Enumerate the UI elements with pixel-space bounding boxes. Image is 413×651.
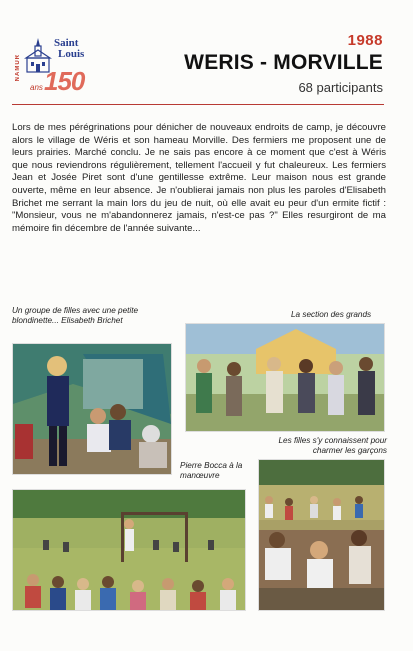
logo-namur-text: NAMUR	[15, 54, 21, 82]
photo-section-grands	[185, 323, 385, 432]
caption-filles-garcons: Les filles s'y connaissent pour charmer les garçons	[278, 436, 387, 455]
logo-ans-text: ans	[30, 83, 43, 92]
logo-louis-text: Louis	[58, 48, 85, 60]
caption-section-grands: La section des grands	[291, 310, 372, 319]
body-paragraph: Lors de mes pérégrinations pour dénicher de nouveaux endroits de camp, je découvre alors le village de Wéris et son hameau Morville. Des fermiers me proposent une de leurs prairies. Marché conclu. Je ne sais pas encore à ce moment que c'est à Wéris que nous reviendrons régulièrement, tellement l'accueil y fut chaleureux. Les fermiers Jean et Josée Piret sont d'une gentillesse extrême. Leur maison nous est grande ouverte, même en leur absence. Je n'oublierai jamais non plus les paroles d'Elisabeth Brichet me serrant la main lors du jeu de nuit, où elle avait eu peur d'un ermite fictif : "Monsieur, vous ne m'abandonnerez jamais, n'est-ce pas ?" Elles resurgiront de ma mémoire fin décembre de l'année suivante...	[12, 122, 386, 234]
caption-girls: Un groupe de filles avec une petite blondinette... Elisabeth Brichet	[12, 306, 139, 325]
saint-louis-150-logo	[14, 36, 94, 98]
page-title: WERIS - MORVILLE	[184, 51, 383, 74]
participants-count: 68 participants	[298, 80, 383, 95]
logo-150-text: 150	[44, 66, 85, 96]
photo-girls-group	[12, 343, 172, 475]
logo-saint-text: Saint	[54, 37, 79, 49]
header-divider	[12, 104, 384, 105]
year-heading: 1988	[347, 32, 383, 49]
photo-pierre-bocca	[12, 489, 246, 611]
caption-pierre-bocca: Pierre Bocca à la manœuvre	[180, 461, 243, 480]
photo-filles-garcons	[258, 459, 385, 611]
